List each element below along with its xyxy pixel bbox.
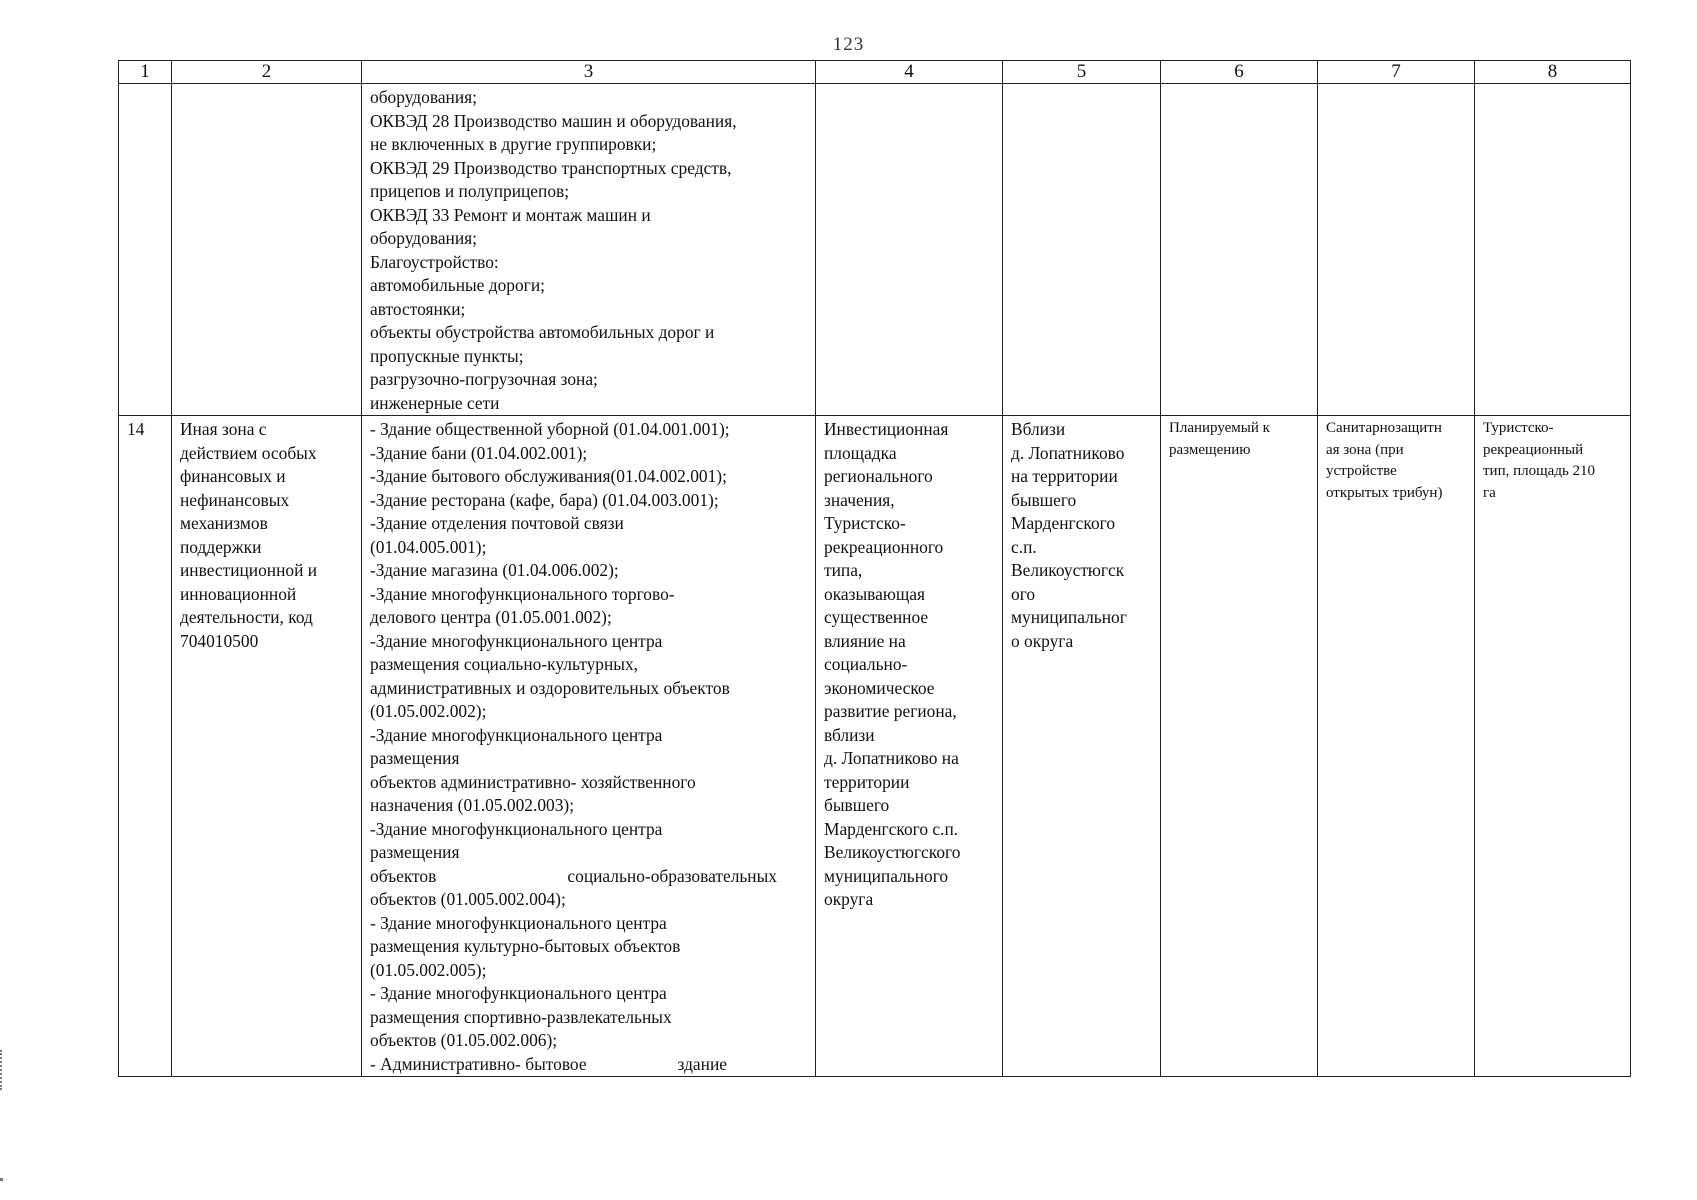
scan-edge-dot [0,1178,3,1181]
text-fragment: социально-образовательных [567,865,777,886]
text-line: размещения [370,748,460,768]
text-line: финансовых и [180,466,286,486]
location-cell [1003,416,1161,1077]
protection-zone-cell [1318,416,1475,1077]
text-line: объектов (01.005.002.004); [370,889,566,909]
cell-continued-col6 [1161,84,1318,416]
text-line: нефинансовых [180,489,290,510]
text-fragment: объектов [370,865,437,886]
text-line: размещения спортивно-развлекательных [370,1006,672,1027]
cell-continued-col3 [362,84,816,416]
objects-list-cell [362,416,816,1077]
cell-continued-col2 [172,84,362,416]
text-line: (01.05.002.002); [370,701,487,721]
text-line: (01.05.002.005); [370,959,487,980]
text-line: автомобильные дороги; [370,275,545,295]
text-line: вблизи [824,724,875,745]
text-line: бывшего [1011,489,1077,510]
text-line: муниципальног [1011,607,1127,627]
text-fragment: здание [677,1053,727,1074]
text-line: оборудования; [370,87,477,107]
text-line: пропускные пункты; [370,345,524,366]
header-col-3: 3 [362,61,816,84]
text-line: -Здание бытового обслуживания(01.04.002.001); [370,466,727,486]
text-line: ая зона (при [1326,441,1404,458]
text-line: -Здание магазина (01.04.006.002); [370,560,619,580]
text-line: бывшего [824,795,890,815]
text-line: существенное [824,607,929,627]
text-line: с.п. [1011,536,1037,557]
text-line: инновационной [180,583,297,604]
text-line: экономическое [824,677,935,698]
text-line: Великоустюгского [824,842,961,862]
text-line: Марденгского [1011,513,1116,533]
text-line: на территории [1011,466,1118,486]
document-table [118,60,1631,1077]
text-line: Марденгского с.п. [824,818,959,839]
text-line: Санитарнозащитн [1326,420,1442,436]
text-line: административных и оздоровительных объектов [370,677,730,698]
cell-continued-col4 [816,84,1003,416]
text-line: Планируемый к [1169,420,1270,436]
text-line: рекреационный [1483,441,1584,458]
text-line: -Здание многофункционального центра [370,724,663,745]
text-line: устройстве [1326,463,1397,480]
text-line: регионального [824,466,933,486]
text-line-spread [370,1053,807,1077]
text-line: рекреационного [824,536,944,557]
text-line: значения, [824,489,895,510]
text-line: Туристско- [1483,420,1554,436]
text-line: механизмов [180,513,268,533]
cell-continued-col5 [1003,84,1161,416]
text-line: открытых трибун) [1326,484,1443,501]
text-line: га [1483,484,1496,501]
text-line: объектов (01.05.002.006); [370,1030,558,1050]
text-line: о округа [1011,630,1074,651]
text-line: - Здание общественной уборной (01.04.001.001); [370,419,730,439]
text-line: -Здание многофункционального центра [370,818,663,839]
header-col-8: 8 [1475,61,1631,84]
header-col-7: 7 [1318,61,1475,84]
header-col-6: 6 [1161,61,1318,84]
text-line: социально- [824,654,908,674]
text-line: Иная зона с [180,419,267,439]
status-cell [1161,416,1318,1077]
text-line: муниципального [824,865,949,886]
text-line: влияние на [824,630,906,651]
text-line: размещения [370,842,460,862]
text-line: тип, площадь 210 [1483,463,1596,480]
header-col-1: 1 [119,61,172,84]
site-description-cell [816,416,1003,1077]
cell-continued-col8 [1475,84,1631,416]
row-number: 14 [119,416,172,1077]
text-line: оборудования; [370,228,477,248]
text-line-spread [370,865,807,889]
text-line: объекты обустройства автомобильных дорог и [370,322,715,342]
text-line: -Здание ресторана (кафе, бара) (01.04.003.001); [370,489,719,510]
zone-name-cell [172,416,362,1077]
text-line: территории [824,771,910,792]
text-line: размещения культурно-бытовых объектов [370,936,681,956]
text-line: оказывающая [824,583,925,604]
text-line: автостоянки; [370,298,466,319]
header-col-2: 2 [172,61,362,84]
cell-continued-col7 [1318,84,1475,416]
text-line: -Здание многофункционального центра [370,630,663,651]
text-line: д. Лопатниково на [824,748,959,768]
text-line: ОКВЭД 29 Производство транспортных средств, [370,157,732,178]
text-line: -Здание бани (01.04.002.001); [370,442,588,463]
text-line: типа, [824,560,863,580]
text-line: ОКВЭД 33 Ремонт и монтаж машин и [370,204,651,225]
text-line: Инвестиционная [824,419,949,439]
header-col-5: 5 [1003,61,1161,84]
text-line: инженерные сети [370,392,500,413]
text-line: не включенных в другие группировки; [370,134,657,154]
characteristics-cell [1475,416,1631,1077]
text-line: -Здание многофункционального торгово- [370,583,675,604]
text-line: размещения социально-культурных, [370,654,639,674]
text-line: действием особых [180,442,317,463]
table-row-14 [119,416,1631,1077]
text-line: Вблизи [1011,419,1066,439]
text-line: назначения (01.05.002.003); [370,795,575,815]
text-line: ого [1011,583,1036,604]
text-line: 704010500 [180,630,259,651]
text-line: округа [824,889,874,909]
text-line: площадка [824,442,897,463]
scan-edge-marks [0,1050,5,1090]
header-col-4: 4 [816,61,1003,84]
text-line: разгрузочно-погрузочная зона; [370,369,598,389]
text-line: поддержки [180,536,262,557]
text-line: (01.04.005.001); [370,536,487,557]
text-fragment: - Административно- бытовое [370,1053,587,1074]
text-line: Благоустройство: [370,251,499,272]
text-line: инвестиционной и [180,560,318,580]
text-line: д. Лопатниково [1011,442,1125,463]
text-line: ОКВЭД 28 Производство машин и оборудования, [370,110,737,131]
text-line: - Здание многофункционального центра [370,912,667,933]
text-line: Великоустюгск [1011,560,1125,580]
text-line: Туристско- [824,513,906,533]
text-line: -Здание отделения почтовой связи [370,513,624,533]
text-line: объектов административно- хозяйственного [370,771,696,792]
text-line: - Здание многофункционального центра [370,983,667,1003]
header-row [119,61,1631,84]
text-line: деятельности, код [180,607,313,627]
text-line: развитие региона, [824,701,957,721]
cell-continued-col1 [119,84,172,416]
text-line: размещению [1169,441,1251,458]
text-line: прицепов и полуприцепов; [370,181,570,201]
page-number: 123 [832,34,865,55]
table-row-continued [119,84,1631,416]
text-line: делового центра (01.05.001.002); [370,607,612,627]
